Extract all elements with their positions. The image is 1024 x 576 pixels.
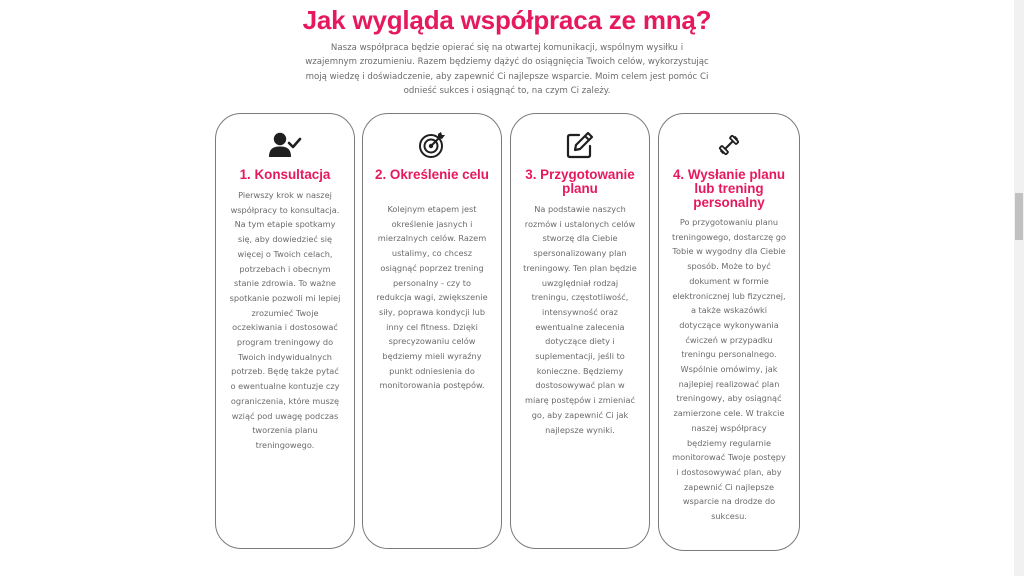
step-description: Po przygotowaniu planu treningowego, dostarczę go Tobie w wygodny dla Ciebie sposób. Może to być dokument w formie elektronicznej lub fizycznej, a także wskazówki dotyczące wykonywania ćwiczeń w przypadku treningu personalnego. Wspólnie omówimy, jak najlepiej realizować plan treningowy, aby osiągnąć zamierzone cele. W trakcie naszej współpracy będziemy regularnie monitorować Twoje postępy i dostosowywać plan, aby zapewnić Ci najlepsze wsparcie na drodze do sukcesu. xyxy=(672,217,786,522)
step-description: Na podstawie naszych rozmów i ustalonych celów stworzę dla Ciebie spersonalizowany plan treningowy. Ten plan będzie uwzględniał rodzaj treningu, częstotliwość, intensywność oraz ewentualne zalecenia dotyczące diety i suplementacji, jeśli to konieczne. Będziemy dostosowywać plan w miarę postępów i zmieniać go, aby zapewnić Ci jak najlepsze wyniki. xyxy=(523,204,637,435)
user-check-icon xyxy=(216,131,354,159)
step-card-consultation xyxy=(215,113,355,549)
dumbbell-icon xyxy=(659,131,799,159)
section-title: Jak wygląda współpraca ze mną? xyxy=(302,5,712,35)
target-arrow-icon xyxy=(363,131,501,159)
step-card-goal xyxy=(362,113,502,549)
edit-pen-icon xyxy=(511,131,649,159)
step-description: Pierwszy krok w naszej współpracy to konsultacja. Na tym etapie spotkamy się, aby dowiedzieć się więcej o Twoich celach, potrzebach i obecnym stanie zdrowia. To ważne spotkanie pozwoli mi lepiej zrozumieć Twoje oczekiwania i dostosować program treningowy do Twoich indywidualnych potrzeb. Będę także pytać o ewentualne kontuzje czy ograniczenia, które muszę wziąć pod uwagę podczas tworzenia planu treningowego. xyxy=(229,190,341,450)
step-title: 4. Wysłanie planu lub trening personalny xyxy=(672,167,786,210)
step-description: Kolejnym etapem jest określenie jasnych i mierzalnych celów. Razem ustalimy, co chcesz osiągnąć poprzez trening personalny - czy to redukcja wagi, zwiększenie siły, poprawa kondycji lub inny cel fitness. Dzięki sprecyzowaniu celów będziemy mieli wyraźny punkt odniesienia do monitorowania postępów. xyxy=(376,204,488,391)
step-title: 3. Przygotowanie planu xyxy=(525,167,635,196)
page-scrollbar[interactable] xyxy=(1014,0,1024,576)
scrollbar-thumb[interactable] xyxy=(1015,193,1023,240)
section-intro: Nasza współpraca będzie opierać się na otwartej komunikacji, wspólnym wysiłku i wzajemnym zrozumieniu. Razem będziemy dążyć do osiągnięcia Twoich celów, wykorzystując moją wiedzę i doświadczenie, aby zapewnić Ci najlepsze wsparcie. Moim celem jest pomóc Ci odnieść sukces i osiągnąć to, na czym Ci zależy. xyxy=(305,43,709,96)
step-card-delivery xyxy=(658,113,800,551)
step-card-plan xyxy=(510,113,650,549)
step-title: 2. Określenie celu xyxy=(375,167,489,182)
step-title: 1. Konsultacja xyxy=(239,167,331,182)
